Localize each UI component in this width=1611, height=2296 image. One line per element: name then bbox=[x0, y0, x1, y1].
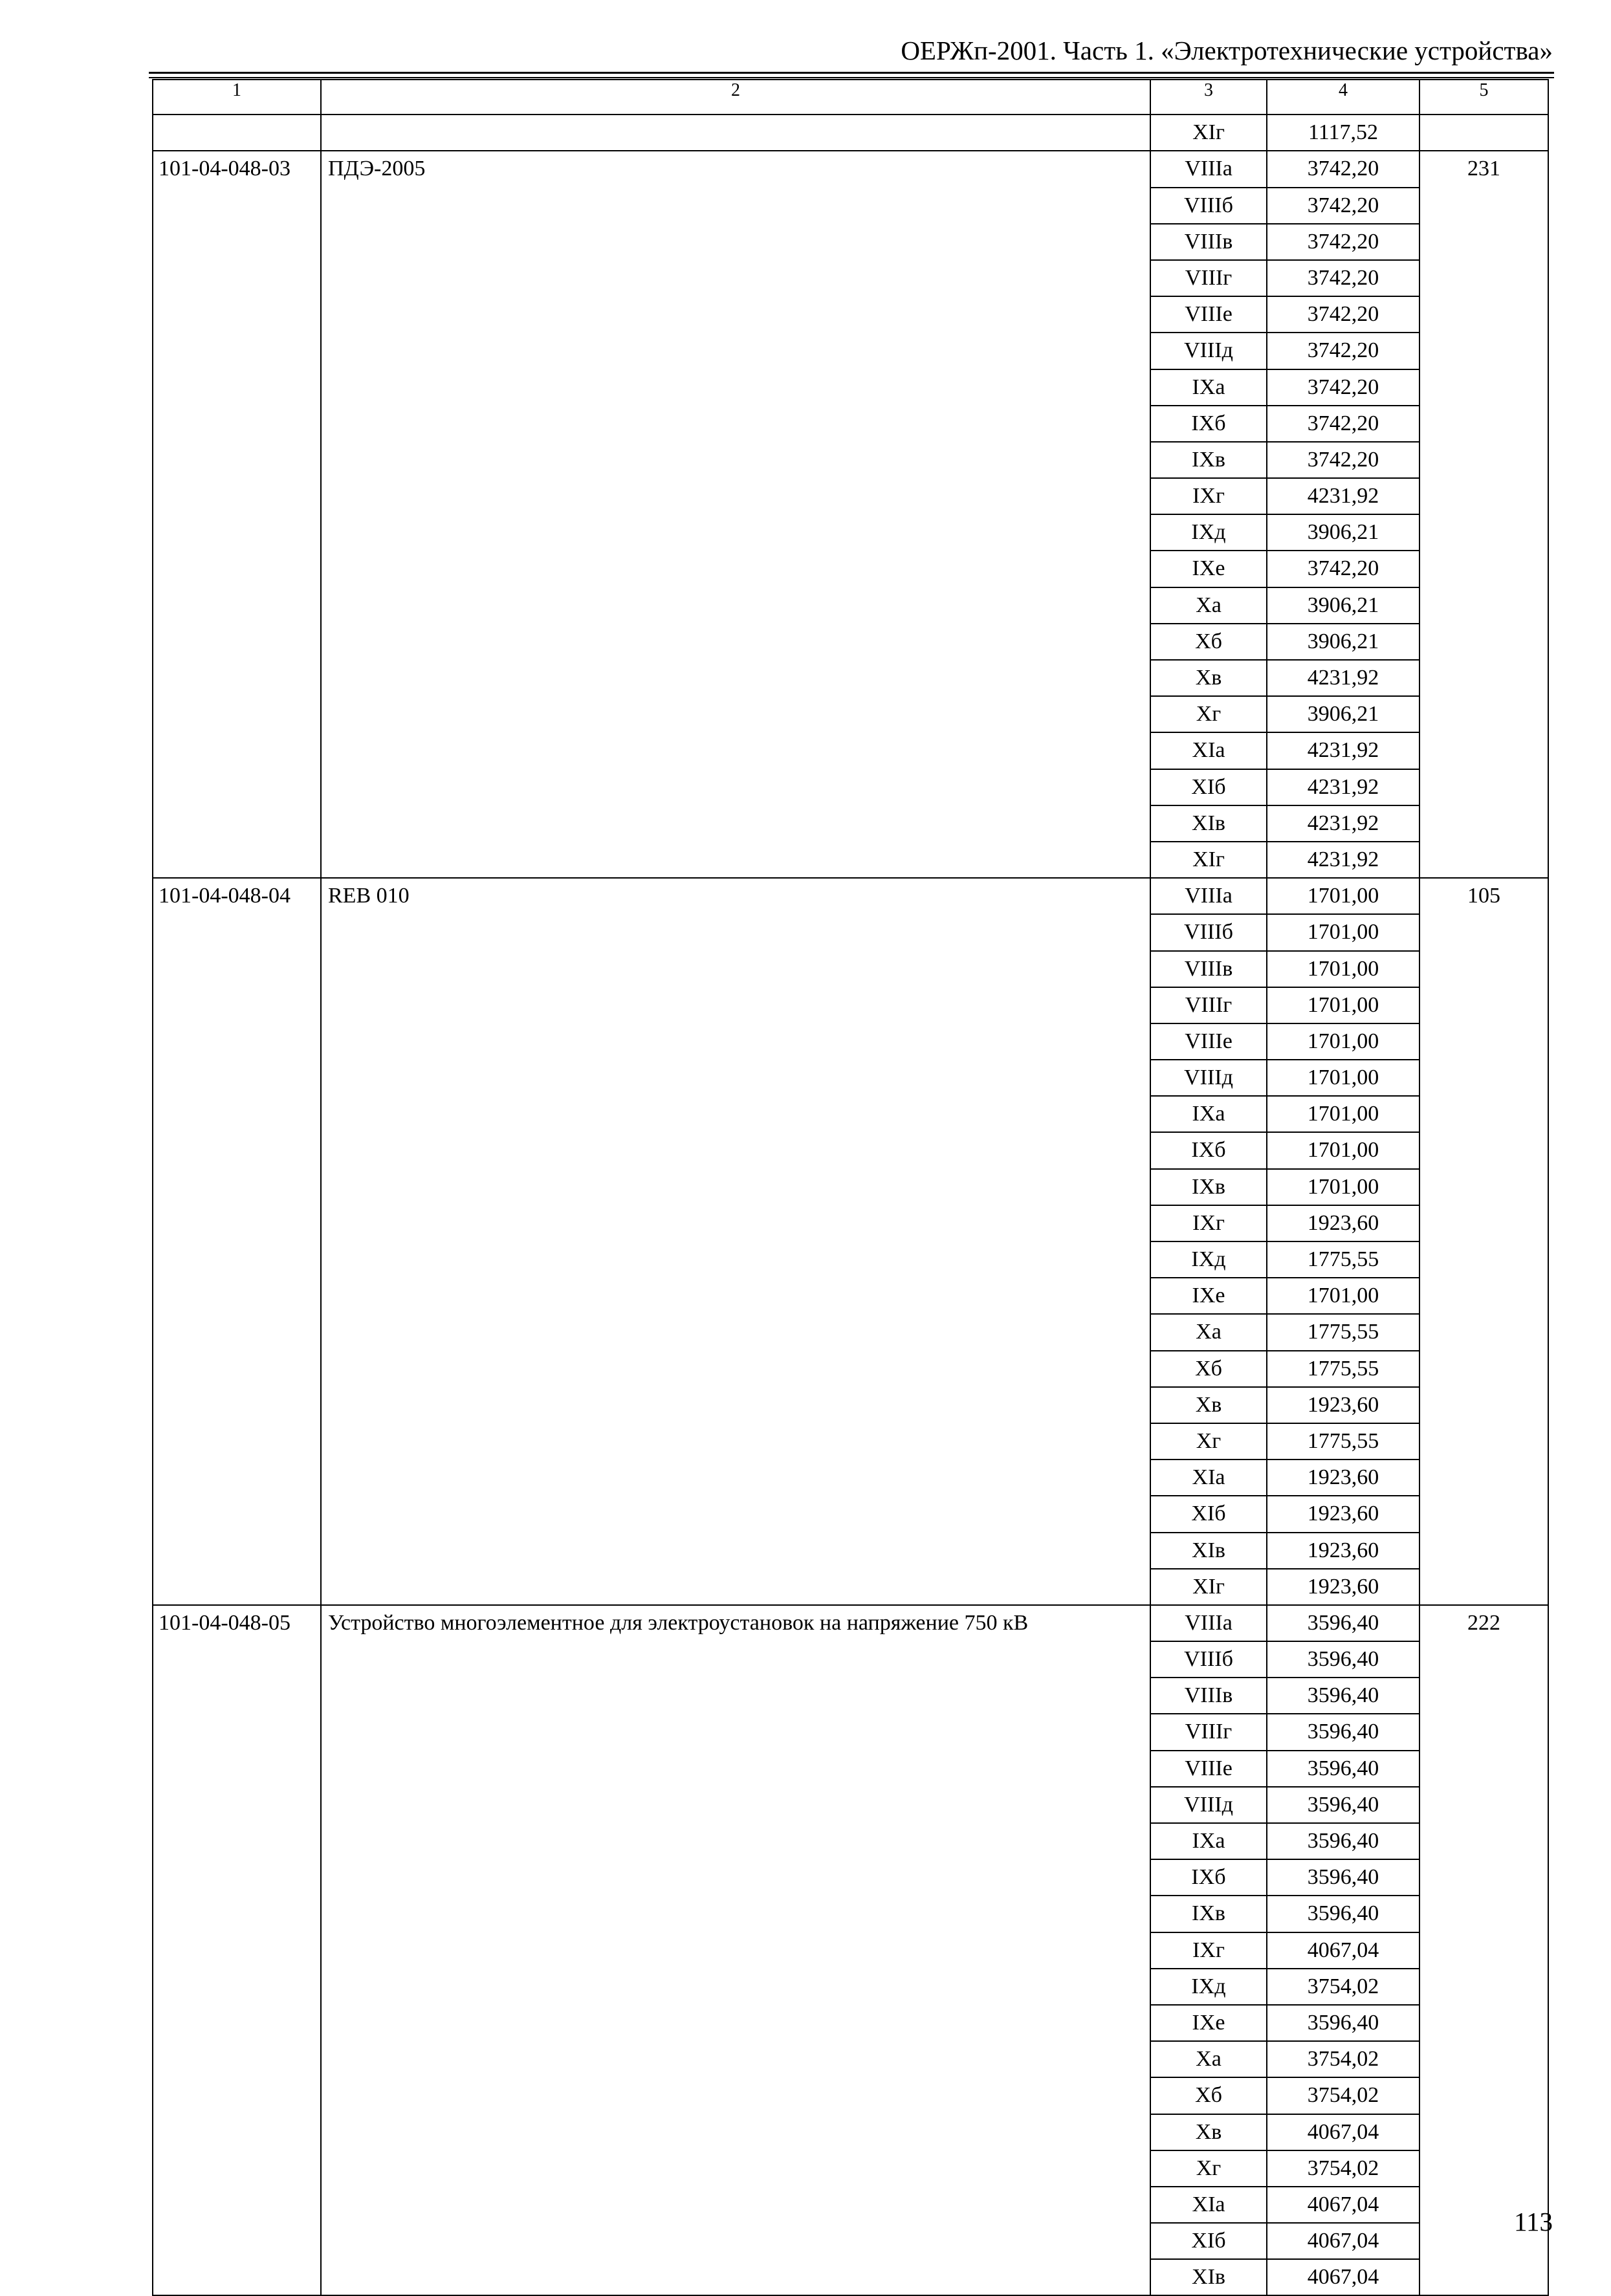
column-number: 2 bbox=[321, 80, 1150, 115]
price-value: 1923,60 bbox=[1307, 1392, 1379, 1417]
price-value: 3742,20 bbox=[1307, 411, 1379, 435]
zone-cell bbox=[1150, 1241, 1267, 1278]
price-value: 1701,00 bbox=[1307, 956, 1379, 981]
price-value: 1775,55 bbox=[1307, 1320, 1379, 1344]
price-cell bbox=[1267, 1023, 1419, 1060]
zone-value: VIIIа bbox=[1185, 1610, 1233, 1635]
zone-value: XIв bbox=[1192, 2265, 1225, 2290]
price-value: 4067,04 bbox=[1307, 1938, 1379, 1962]
price-cell bbox=[1267, 1132, 1419, 1168]
zone-cell bbox=[1150, 1423, 1267, 1460]
zone-value: IXа bbox=[1192, 375, 1225, 399]
item-code: 101-04-048-03 bbox=[159, 157, 290, 181]
zone-cell bbox=[1150, 624, 1267, 660]
name-cell bbox=[321, 151, 1150, 878]
price-cell bbox=[1267, 732, 1419, 769]
zone-cell bbox=[1150, 514, 1267, 551]
zone-value: VIIIг bbox=[1185, 1720, 1233, 1744]
rates-table-body bbox=[153, 80, 1548, 2295]
zone-value: Xб bbox=[1195, 1356, 1222, 1381]
price-cell bbox=[1267, 442, 1419, 478]
ref-cell bbox=[1419, 878, 1548, 1605]
zone-cell bbox=[1150, 1205, 1267, 1241]
code-cell bbox=[153, 1605, 321, 2296]
price-cell bbox=[1267, 2259, 1419, 2295]
zone-value: VIIIг bbox=[1185, 265, 1233, 290]
zone-value: VIIIе bbox=[1185, 1029, 1233, 1053]
price-cell bbox=[1267, 1387, 1419, 1423]
zone-cell bbox=[1150, 1823, 1267, 1859]
zone-value: IXв bbox=[1192, 447, 1225, 472]
zone-value: Xа bbox=[1196, 593, 1222, 617]
price-value: 4231,92 bbox=[1307, 774, 1379, 799]
zone-value: VIIIб bbox=[1184, 1647, 1233, 1672]
zone-value: VIIIв bbox=[1184, 1683, 1233, 1708]
price-cell bbox=[1267, 1751, 1419, 1787]
code-cell bbox=[153, 115, 321, 151]
zone-cell bbox=[1150, 1278, 1267, 1314]
price-cell bbox=[1267, 296, 1419, 333]
zone-value: VIIIд bbox=[1184, 338, 1233, 363]
zone-value: Xб bbox=[1195, 2083, 1222, 2108]
zone-cell bbox=[1150, 1569, 1267, 1605]
price-value: 4231,92 bbox=[1307, 847, 1379, 871]
price-value: 1701,00 bbox=[1307, 920, 1379, 945]
zone-value: VIIIв bbox=[1184, 229, 1233, 254]
zone-value: Xг bbox=[1196, 1428, 1222, 1453]
zone-value: IXб bbox=[1191, 411, 1226, 435]
column-number: 4 bbox=[1267, 80, 1419, 115]
zone-value: VIIIе bbox=[1185, 1756, 1233, 1780]
zone-cell bbox=[1150, 1896, 1267, 1932]
price-value: 3906,21 bbox=[1307, 702, 1379, 727]
item-ref: 231 bbox=[1467, 157, 1500, 181]
item-name: Устройство многоэлементное для электроустановок на напряжение 750 кВ bbox=[328, 1610, 1029, 1635]
name-cell bbox=[321, 115, 1150, 151]
zone-cell bbox=[1150, 333, 1267, 369]
zone-cell bbox=[1150, 2150, 1267, 2187]
price-cell bbox=[1267, 151, 1419, 187]
page-number: 113 bbox=[1514, 2207, 1553, 2236]
price-cell bbox=[1267, 1859, 1419, 1896]
price-cell bbox=[1267, 1787, 1419, 1823]
zone-cell bbox=[1150, 1678, 1267, 1714]
price-cell bbox=[1267, 1823, 1419, 1859]
price-value: 1701,00 bbox=[1307, 1138, 1379, 1163]
price-cell bbox=[1267, 987, 1419, 1023]
price-cell bbox=[1267, 1496, 1419, 1532]
price-cell bbox=[1267, 1714, 1419, 1750]
rates-table bbox=[152, 79, 1549, 2296]
zone-value: Xг bbox=[1196, 702, 1222, 727]
zone-value: VIIIб bbox=[1184, 920, 1233, 945]
zone-cell bbox=[1150, 1751, 1267, 1787]
price-cell bbox=[1267, 478, 1419, 514]
zone-value: VIIIе bbox=[1185, 302, 1233, 327]
price-value: 3754,02 bbox=[1307, 1974, 1379, 1998]
zone-cell bbox=[1150, 1314, 1267, 1350]
zone-cell bbox=[1150, 769, 1267, 805]
zone-cell bbox=[1150, 1932, 1267, 1969]
price-value: 3742,20 bbox=[1307, 447, 1379, 472]
zone-value: IXа bbox=[1192, 1829, 1225, 1853]
price-value: 1701,00 bbox=[1307, 1174, 1379, 1199]
name-cell bbox=[321, 1605, 1150, 2296]
price-value: 1923,60 bbox=[1307, 1574, 1379, 1599]
price-value: 3596,40 bbox=[1307, 1610, 1379, 1635]
price-value: 3906,21 bbox=[1307, 629, 1379, 653]
zone-value: XIг bbox=[1192, 1574, 1225, 1599]
price-value: 3596,40 bbox=[1307, 1792, 1379, 1817]
price-cell bbox=[1267, 514, 1419, 551]
table-row bbox=[153, 1605, 1548, 1641]
zone-value: XIа bbox=[1192, 2192, 1225, 2216]
zone-cell bbox=[1150, 260, 1267, 296]
zone-value: Xв bbox=[1195, 1392, 1222, 1417]
price-value: 1701,00 bbox=[1307, 1102, 1379, 1126]
price-value: 1701,00 bbox=[1307, 1029, 1379, 1053]
zone-cell bbox=[1150, 1023, 1267, 1060]
item-name: REB 010 bbox=[328, 884, 410, 908]
zone-cell bbox=[1150, 1533, 1267, 1569]
zone-cell bbox=[1150, 1460, 1267, 1496]
price-value: 3596,40 bbox=[1307, 1901, 1379, 1926]
price-cell bbox=[1267, 1205, 1419, 1241]
price-cell bbox=[1267, 2223, 1419, 2259]
zone-value: VIIIг bbox=[1185, 992, 1233, 1017]
zone-value: Xа bbox=[1196, 1320, 1222, 1344]
price-value: 3742,20 bbox=[1307, 193, 1379, 217]
zone-cell bbox=[1150, 951, 1267, 987]
zone-cell bbox=[1150, 224, 1267, 260]
zone-value: IXе bbox=[1192, 2010, 1225, 2035]
price-value: 3742,20 bbox=[1307, 302, 1379, 327]
item-code: 101-04-048-05 bbox=[159, 1610, 290, 1635]
price-cell bbox=[1267, 2005, 1419, 2041]
zone-cell bbox=[1150, 2259, 1267, 2295]
price-value: 3596,40 bbox=[1307, 1647, 1379, 1672]
price-value: 1775,55 bbox=[1307, 1247, 1379, 1271]
price-cell bbox=[1267, 1932, 1419, 1969]
price-value: 4231,92 bbox=[1307, 484, 1379, 508]
price-cell bbox=[1267, 1241, 1419, 1278]
zone-cell bbox=[1150, 1714, 1267, 1750]
zone-cell bbox=[1150, 369, 1267, 406]
zone-value: XIа bbox=[1192, 738, 1225, 763]
price-value: 1775,55 bbox=[1307, 1356, 1379, 1381]
price-cell bbox=[1267, 1060, 1419, 1096]
price-value: 3754,02 bbox=[1307, 2156, 1379, 2180]
zone-cell bbox=[1150, 115, 1267, 151]
zone-cell bbox=[1150, 1496, 1267, 1532]
zone-value: XIб bbox=[1191, 1502, 1226, 1526]
price-value: 3596,40 bbox=[1307, 1865, 1379, 1890]
zone-value: XIг bbox=[1192, 120, 1225, 145]
price-cell bbox=[1267, 2187, 1419, 2223]
zone-value: IXе bbox=[1192, 556, 1225, 581]
price-cell bbox=[1267, 1969, 1419, 2005]
zone-value: XIа bbox=[1192, 1465, 1225, 1490]
zone-cell bbox=[1150, 2114, 1267, 2150]
zone-cell bbox=[1150, 2041, 1267, 2077]
price-cell bbox=[1267, 769, 1419, 805]
zone-cell bbox=[1150, 478, 1267, 514]
ref-cell bbox=[1419, 115, 1548, 151]
price-cell bbox=[1267, 2114, 1419, 2150]
zone-cell bbox=[1150, 696, 1267, 732]
zone-value: XIв bbox=[1192, 1538, 1225, 1562]
price-value: 3742,20 bbox=[1307, 338, 1379, 363]
price-cell bbox=[1267, 1351, 1419, 1387]
column-number-row bbox=[153, 80, 1548, 115]
price-value: 4067,04 bbox=[1307, 2119, 1379, 2144]
price-value: 1923,60 bbox=[1307, 1465, 1379, 1490]
zone-value: Xб bbox=[1195, 629, 1222, 653]
price-value: 1923,60 bbox=[1307, 1210, 1379, 1235]
zone-value: VIIIб bbox=[1184, 193, 1233, 217]
column-number: 3 bbox=[1150, 80, 1267, 115]
zone-value: IXг bbox=[1192, 484, 1225, 508]
item-name: ПДЭ-2005 bbox=[328, 157, 426, 181]
price-cell bbox=[1267, 951, 1419, 987]
zone-value: VIIIа bbox=[1185, 157, 1233, 181]
price-value: 3906,21 bbox=[1307, 593, 1379, 617]
price-cell bbox=[1267, 1169, 1419, 1205]
price-value: 1923,60 bbox=[1307, 1502, 1379, 1526]
zone-value: Xг bbox=[1196, 2156, 1222, 2180]
zone-value: IXг bbox=[1192, 1938, 1225, 1962]
price-cell bbox=[1267, 1278, 1419, 1314]
price-value: 3596,40 bbox=[1307, 1683, 1379, 1708]
zone-cell bbox=[1150, 2077, 1267, 2114]
zone-value: VIIIв bbox=[1184, 956, 1233, 981]
price-cell bbox=[1267, 224, 1419, 260]
price-cell bbox=[1267, 842, 1419, 878]
table-row bbox=[153, 151, 1548, 187]
price-cell bbox=[1267, 914, 1419, 950]
document-title: ОЕРЖп-2001. Часть 1. «Электротехнические устройства» bbox=[901, 36, 1553, 65]
price-cell bbox=[1267, 188, 1419, 224]
price-cell bbox=[1267, 2041, 1419, 2077]
price-cell bbox=[1267, 805, 1419, 842]
zone-value: IXб bbox=[1191, 1138, 1226, 1163]
price-value: 3596,40 bbox=[1307, 1720, 1379, 1744]
zone-value: IXг bbox=[1192, 1210, 1225, 1235]
header-rule bbox=[149, 77, 1554, 78]
price-cell bbox=[1267, 1896, 1419, 1932]
zone-value: VIIIд bbox=[1184, 1792, 1233, 1817]
price-cell bbox=[1267, 369, 1419, 406]
zone-cell bbox=[1150, 551, 1267, 587]
zone-value: IXв bbox=[1192, 1174, 1225, 1199]
code-cell bbox=[153, 878, 321, 1605]
table-row bbox=[153, 878, 1548, 914]
price-cell bbox=[1267, 1641, 1419, 1678]
zone-value: Xв bbox=[1195, 666, 1222, 690]
price-cell bbox=[1267, 624, 1419, 660]
price-value: 4231,92 bbox=[1307, 666, 1379, 690]
price-value: 1775,55 bbox=[1307, 1428, 1379, 1453]
price-cell bbox=[1267, 1678, 1419, 1714]
zone-cell bbox=[1150, 1132, 1267, 1168]
zone-cell bbox=[1150, 188, 1267, 224]
price-value: 3906,21 bbox=[1307, 520, 1379, 545]
price-value: 4067,04 bbox=[1307, 2192, 1379, 2216]
zone-cell bbox=[1150, 406, 1267, 442]
price-value: 3742,20 bbox=[1307, 229, 1379, 254]
price-value: 3742,20 bbox=[1307, 265, 1379, 290]
price-cell bbox=[1267, 333, 1419, 369]
zone-cell bbox=[1150, 2187, 1267, 2223]
price-value: 3596,40 bbox=[1307, 1756, 1379, 1780]
zone-value: IXе bbox=[1192, 1284, 1225, 1308]
zone-cell bbox=[1150, 587, 1267, 624]
item-ref: 222 bbox=[1467, 1610, 1500, 1635]
zone-value: XIб bbox=[1191, 774, 1226, 799]
price-value: 1701,00 bbox=[1307, 1066, 1379, 1090]
code-cell bbox=[153, 151, 321, 878]
zone-cell bbox=[1150, 1351, 1267, 1387]
price-value: 1923,60 bbox=[1307, 1538, 1379, 1562]
zone-cell bbox=[1150, 2005, 1267, 2041]
price-value: 3754,02 bbox=[1307, 2083, 1379, 2108]
price-value: 4067,04 bbox=[1307, 2265, 1379, 2290]
price-cell bbox=[1267, 1605, 1419, 1641]
zone-cell bbox=[1150, 805, 1267, 842]
zone-cell bbox=[1150, 1969, 1267, 2005]
zone-cell bbox=[1150, 1060, 1267, 1096]
price-cell bbox=[1267, 1423, 1419, 1460]
zone-value: IXд bbox=[1191, 1247, 1226, 1271]
price-value: 1701,00 bbox=[1307, 992, 1379, 1017]
zone-value: Xв bbox=[1195, 2119, 1222, 2144]
zone-cell bbox=[1150, 1169, 1267, 1205]
column-number: 1 bbox=[153, 80, 321, 115]
zone-value: IXв bbox=[1192, 1901, 1225, 1926]
zone-cell bbox=[1150, 1859, 1267, 1896]
continuation-row bbox=[153, 115, 1548, 151]
zone-cell bbox=[1150, 842, 1267, 878]
price-value: 1701,00 bbox=[1307, 1284, 1379, 1308]
zone-cell bbox=[1150, 1787, 1267, 1823]
zone-value: IXд bbox=[1191, 1974, 1226, 1998]
price-cell bbox=[1267, 2150, 1419, 2187]
zone-cell bbox=[1150, 1605, 1267, 1641]
price-value: 4231,92 bbox=[1307, 811, 1379, 835]
price-value: 1117,52 bbox=[1308, 120, 1378, 145]
price-cell bbox=[1267, 406, 1419, 442]
price-cell bbox=[1267, 1096, 1419, 1132]
price-cell bbox=[1267, 587, 1419, 624]
zone-cell bbox=[1150, 878, 1267, 914]
price-cell bbox=[1267, 260, 1419, 296]
zone-value: XIг bbox=[1192, 847, 1225, 871]
zone-value: IXд bbox=[1191, 520, 1226, 545]
zone-value: VIIIд bbox=[1184, 1066, 1233, 1090]
price-cell bbox=[1267, 1569, 1419, 1605]
price-value: 3754,02 bbox=[1307, 2047, 1379, 2072]
name-cell bbox=[321, 878, 1150, 1605]
zone-value: XIб bbox=[1191, 2229, 1226, 2253]
price-cell bbox=[1267, 1533, 1419, 1569]
zone-value: IXа bbox=[1192, 1102, 1225, 1126]
price-value: 4067,04 bbox=[1307, 2229, 1379, 2253]
price-cell bbox=[1267, 115, 1419, 151]
price-value: 3742,20 bbox=[1307, 556, 1379, 581]
zone-cell bbox=[1150, 296, 1267, 333]
price-value: 3596,40 bbox=[1307, 2010, 1379, 2035]
price-value: 1701,00 bbox=[1307, 884, 1379, 908]
price-cell bbox=[1267, 660, 1419, 696]
zone-value: XIв bbox=[1192, 811, 1225, 835]
zone-cell bbox=[1150, 914, 1267, 950]
header-rule bbox=[149, 72, 1554, 74]
zone-cell bbox=[1150, 151, 1267, 187]
price-cell bbox=[1267, 1460, 1419, 1496]
price-value: 4231,92 bbox=[1307, 738, 1379, 763]
zone-cell bbox=[1150, 987, 1267, 1023]
price-cell bbox=[1267, 2077, 1419, 2114]
price-cell bbox=[1267, 1314, 1419, 1350]
column-number: 5 bbox=[1419, 80, 1548, 115]
zone-cell bbox=[1150, 1096, 1267, 1132]
ref-cell bbox=[1419, 151, 1548, 878]
zone-cell bbox=[1150, 1641, 1267, 1678]
price-value: 3742,20 bbox=[1307, 157, 1379, 181]
zone-value: VIIIа bbox=[1185, 884, 1233, 908]
price-cell bbox=[1267, 551, 1419, 587]
zone-cell bbox=[1150, 2223, 1267, 2259]
zone-value: Xа bbox=[1196, 2047, 1222, 2072]
price-value: 3742,20 bbox=[1307, 375, 1379, 399]
zone-cell bbox=[1150, 732, 1267, 769]
ref-cell bbox=[1419, 1605, 1548, 2296]
item-code: 101-04-048-04 bbox=[159, 884, 290, 908]
price-value: 3596,40 bbox=[1307, 1829, 1379, 1853]
zone-cell bbox=[1150, 1387, 1267, 1423]
price-cell bbox=[1267, 878, 1419, 914]
zone-value: IXб bbox=[1191, 1865, 1226, 1890]
price-cell bbox=[1267, 696, 1419, 732]
item-ref: 105 bbox=[1467, 884, 1500, 908]
zone-cell bbox=[1150, 442, 1267, 478]
zone-cell bbox=[1150, 660, 1267, 696]
